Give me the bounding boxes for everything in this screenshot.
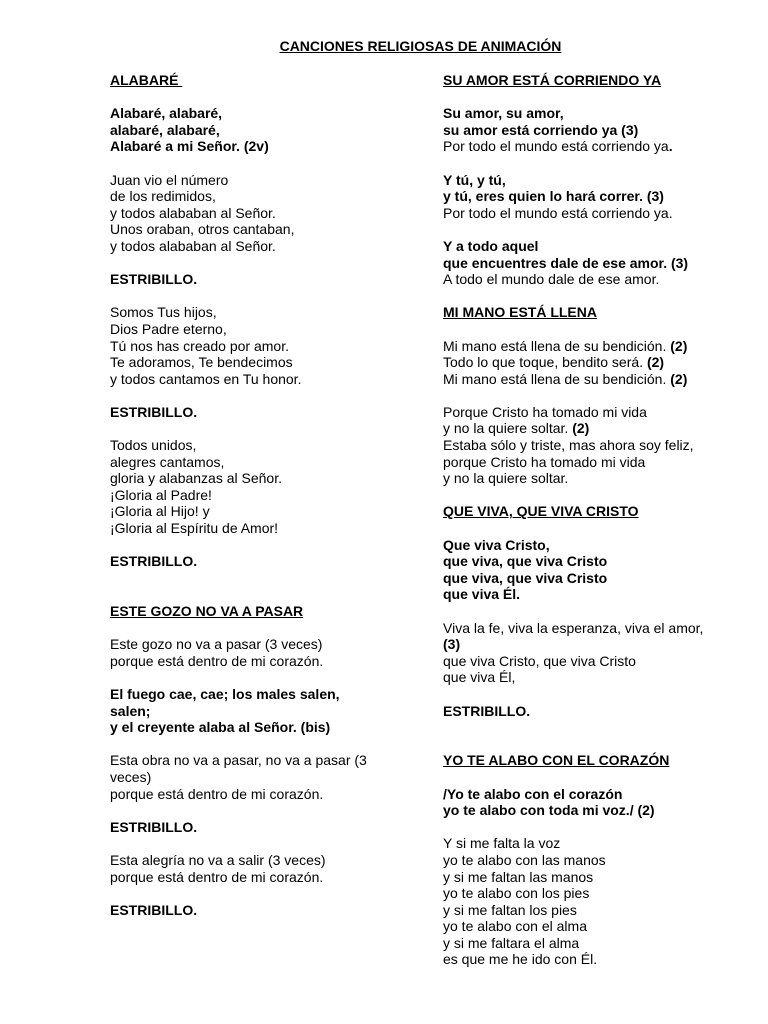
lyric-mark: (2) xyxy=(646,354,665,371)
song-alabare xyxy=(110,72,410,570)
lyric-mark: (2) xyxy=(670,337,688,354)
lyric-line: y si me faltan los pies xyxy=(443,901,577,918)
lyric-line: yo te alabo con el alma xyxy=(443,918,587,935)
refrain-marker: ESTRIBILLO. xyxy=(110,403,198,420)
verse xyxy=(443,333,733,387)
lyric-line: ¡Gloria al Hijo! y xyxy=(110,503,210,520)
lyric-line xyxy=(443,371,733,388)
lyric-line: que viva Cristo, que viva Cristo xyxy=(443,652,636,669)
lyric-line: El fuego cae, cae; los males salen, salen; xyxy=(110,685,340,719)
lyric-line: Estaba sólo y triste, mas ahora soy feliz, xyxy=(443,437,694,454)
lyric-line: A todo el mundo dale de ese amor. xyxy=(443,271,660,288)
lyric-line: y no la quiere soltar. xyxy=(443,470,569,487)
lyric-line: que viva Él, xyxy=(443,669,516,686)
refrain-marker: ESTRIBILLO. xyxy=(443,702,531,719)
chorus xyxy=(110,686,410,736)
song-title: QUE VIVA, QUE VIVA CRISTO xyxy=(443,503,639,520)
lyric-text: Mi mano está llena de su bendición. xyxy=(443,337,671,354)
song-este-gozo xyxy=(110,603,410,918)
refrain-marker: ESTRIBILLO. xyxy=(110,818,198,835)
song-title: YO TE ALABO CON EL CORAZÓN xyxy=(443,752,670,769)
lyric-line: yo te alabo con toda mi voz./ (2) xyxy=(443,802,655,819)
lyric-line: y todos cantamos en Tu honor. xyxy=(110,370,302,387)
verse xyxy=(110,752,410,802)
verse xyxy=(443,105,733,155)
lyric-line: /Yo te alabo con el corazón xyxy=(443,785,623,802)
verse xyxy=(110,852,410,885)
refrain-marker: ESTRIBILLO. xyxy=(110,553,198,570)
lyric-line xyxy=(443,138,733,155)
refrain-marker: ESTRIBILLO. xyxy=(110,271,198,288)
lyric-line: Que viva Cristo, xyxy=(443,536,550,553)
lyric-line: porque está dentro de mi corazón. xyxy=(110,652,324,669)
lyric-line: Y tú, y tú, xyxy=(443,171,506,188)
chorus xyxy=(443,786,733,819)
verse xyxy=(443,238,733,288)
lyric-line: Somos Tus hijos, xyxy=(110,304,217,321)
lyric-text: Por todo el mundo está corriendo ya xyxy=(443,138,669,155)
verse xyxy=(443,620,733,686)
verse xyxy=(110,437,410,537)
lyric-line: Unos oraban, otros cantaban, xyxy=(110,221,295,238)
lyric-line: gloria y alabanzas al Señor. xyxy=(110,470,282,487)
lyric-line: que encuentres dale de ese amor. (3) xyxy=(443,254,689,271)
verse xyxy=(443,835,733,968)
lyric-text: Viva la fe, viva la esperanza, viva el amor, xyxy=(443,619,704,636)
lyric-line: su amor está corriendo ya (3) xyxy=(443,121,639,138)
lyric-line xyxy=(443,354,733,371)
lyric-line: yo te alabo con los pies xyxy=(443,885,590,902)
song-mi-mano xyxy=(443,304,733,487)
lyric-mark: (2) xyxy=(572,420,590,437)
lyric-line: y todos alababan al Señor. xyxy=(110,237,276,254)
page-title: CANCIONES RELIGIOSAS DE ANIMACIÓN xyxy=(279,38,562,54)
song-title: ESTE GOZO NO VA A PASAR xyxy=(110,603,304,619)
lyric-line: porque está dentro de mi corazón. xyxy=(110,868,324,885)
lyric-line: de los redimidos, xyxy=(110,188,216,205)
lyric-line: Su amor, su amor, xyxy=(443,105,564,122)
chorus xyxy=(443,537,733,603)
lyric-line: Esta alegría no va a salir (3 veces) xyxy=(110,851,326,868)
lyric-line: Alabaré, alabaré, xyxy=(110,105,223,122)
lyric-line: y si me faltan las manos xyxy=(443,868,594,885)
lyric-line: Y a todo aquel xyxy=(443,237,539,254)
lyric-line: Porque Cristo ha tomado mi vida xyxy=(443,403,647,420)
spacer xyxy=(443,736,733,753)
lyric-line: Por todo el mundo está corriendo ya. xyxy=(443,204,673,221)
lyric-line: ¡Gloria al Padre! xyxy=(110,486,212,503)
lyric-line: que viva, que viva Cristo xyxy=(443,569,608,586)
lyric-text: Todo lo que toque, bendito será. xyxy=(443,354,647,371)
verse xyxy=(443,404,733,487)
lyric-line xyxy=(443,620,705,653)
lyric-mark: (2) xyxy=(670,370,688,387)
lyric-line: Alabaré a mi Señor. (2v) xyxy=(110,138,269,155)
lyric-line: y el creyente alaba al Señor. (bis) xyxy=(110,719,331,736)
lyric-line: Este gozo no va a pasar (3 veces) xyxy=(110,636,323,653)
lyric-line: Y si me falta la voz xyxy=(443,835,561,852)
lyric-line: Juan vio el número xyxy=(110,171,229,188)
lyric-line: Todos unidos, xyxy=(110,437,197,454)
lyric-line: alabaré, alabaré, xyxy=(110,121,220,138)
lyric-mark: (3) xyxy=(443,636,461,653)
verse xyxy=(110,636,410,669)
verse xyxy=(110,172,410,255)
verse xyxy=(110,304,410,387)
lyric-line xyxy=(443,338,733,355)
lyric-line: Te adoramos, Te bendecimos xyxy=(110,354,293,371)
chorus xyxy=(110,105,410,155)
lyric-mark: . xyxy=(668,138,673,155)
song-yo-te-alabo xyxy=(443,752,733,968)
song-que-viva xyxy=(443,503,733,719)
lyric-line xyxy=(443,420,733,437)
lyric-line: y todos alababan al Señor. xyxy=(110,204,276,221)
lyric-line: Dios Padre eterno, xyxy=(110,320,227,337)
lyric-line: que viva Él. xyxy=(443,586,521,603)
lyric-line: ¡Gloria al Espíritu de Amor! xyxy=(110,520,279,537)
lyric-line: yo te alabo con las manos xyxy=(443,851,606,868)
refrain-marker: ESTRIBILLO. xyxy=(110,901,198,918)
verse xyxy=(443,172,733,222)
lyric-line: y tú, eres quien lo hará correr. (3) xyxy=(443,188,664,205)
lyric-line: porque está dentro de mi corazón. xyxy=(110,785,324,802)
lyric-line: que viva, que viva Cristo xyxy=(443,553,608,570)
lyric-line: alegres cantamos, xyxy=(110,453,225,470)
lyric-line: es que me he ido con Él. xyxy=(443,951,598,968)
lyric-text: Mi mano está llena de su bendición. xyxy=(443,370,671,387)
lyric-line: Esta obra no va a pasar, no va a pasar (3 veces) xyxy=(110,752,367,785)
song-su-amor xyxy=(443,72,733,288)
lyric-text: y no la quiere soltar. xyxy=(443,420,573,437)
lyric-line: Tú nos has creado por amor. xyxy=(110,337,289,354)
lyric-line: porque Cristo ha tomado mi vida xyxy=(443,453,646,470)
lyric-line: y si me faltara el alma xyxy=(443,934,580,951)
song-title: MI MANO ESTÁ LLENA xyxy=(443,304,597,321)
right-column xyxy=(443,72,733,985)
song-title: SU AMOR ESTÁ CORRIENDO YA xyxy=(443,72,662,88)
song-title: ALABARÉ xyxy=(110,72,183,88)
spacer xyxy=(110,586,410,603)
left-column xyxy=(110,72,410,935)
